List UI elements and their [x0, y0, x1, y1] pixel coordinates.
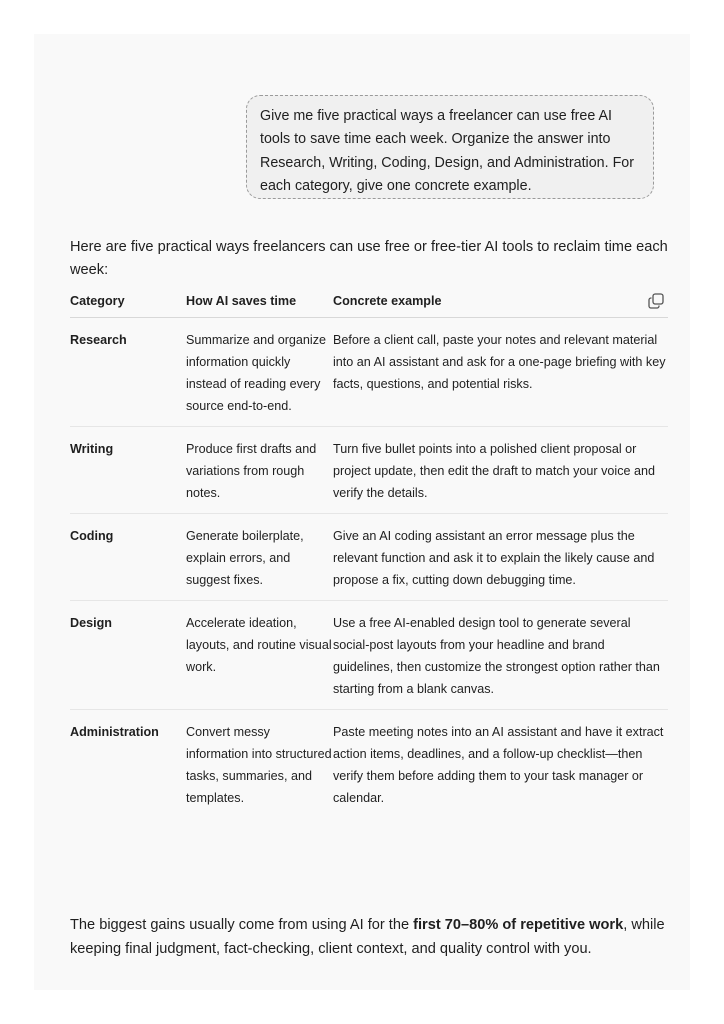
row-how: Summarize and organize information quickly instead of reading every source end-to-end. — [186, 318, 333, 427]
ways-table — [70, 290, 668, 818]
user-prompt-text: Give me five practical ways a freelancer can use free AI tools to save time each week. Organize the answer into Research, Writing, Coding, Design, and Administration. For each category, give one concrete example. — [260, 108, 635, 194]
response-intro: Here are five practical ways freelancers can use free or free-tier AI tools to reclaim time each week: — [70, 239, 668, 278]
row-how: Convert messy information into structured tasks, summaries, and templates. — [186, 725, 332, 805]
row-example: Before a client call, paste your notes and relevant material into an AI assistant and ask for a one-page briefing with key facts, questions, and potential risks. — [333, 318, 668, 427]
row-category: Administration — [70, 725, 159, 739]
row-example: Paste meeting notes into an AI assistant and have it extract action items, deadlines, and a follow-up checklist—then verify them before adding them to your task manager or calendar. — [333, 725, 664, 805]
row-category: Coding — [70, 514, 186, 601]
column-header-category: Category — [70, 290, 186, 318]
table-header-row — [70, 290, 668, 318]
table-row — [70, 514, 668, 601]
table-row — [70, 710, 668, 819]
row-category: Writing — [70, 427, 186, 514]
outro-text-before: The biggest gains usually come from using AI for the — [70, 917, 414, 933]
table-row — [70, 318, 668, 427]
table-row — [70, 601, 668, 710]
row-how: Accelerate ideation, layouts, and routine visual work. — [186, 601, 333, 710]
outro-text-after: , while keeping final judgment, fact-checking, client context, and quality control with you. — [70, 917, 665, 957]
column-header-how: How AI saves time — [186, 290, 333, 318]
row-how: Generate boilerplate, explain errors, and suggest fixes. — [186, 514, 333, 601]
column-header-example: Concrete example — [333, 290, 668, 318]
row-example: Use a free AI-enabled design tool to generate several social-post layouts from your headline and brand guidelines, then customize the strongest option rather than starting from a blank canvas. — [333, 601, 668, 710]
row-category: Design — [70, 601, 186, 710]
table-row — [70, 427, 668, 514]
row-example: Turn five bullet points into a polished client proposal or project update, then edit the draft to match your voice and verify the details. — [333, 427, 668, 514]
row-how: Produce first drafts and variations from rough notes. — [186, 427, 333, 514]
row-category: Research — [70, 318, 186, 427]
user-prompt-bubble — [246, 95, 654, 199]
row-example: Give an AI coding assistant an error message plus the relevant function and ask it to explain the likely cause and propose a fix, cutting down debugging time. — [333, 514, 668, 601]
outro-text-bold: first 70–80% of repetitive work — [413, 917, 624, 933]
response-outro — [70, 913, 670, 961]
